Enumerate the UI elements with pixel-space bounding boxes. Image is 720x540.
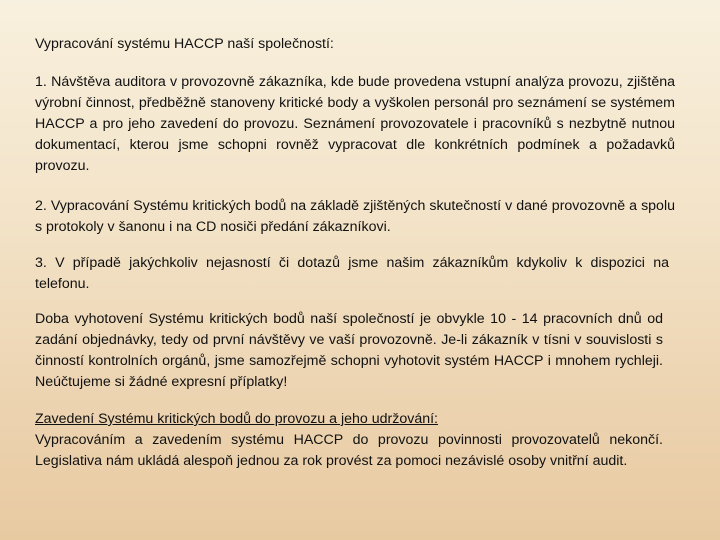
- paragraph-step-3: 3. V případě jakýchkoliv nejasností či dotazů jsme našim zákazníkům kdykoliv k dispozici na telefonu.: [35, 255, 669, 292]
- paragraph-step-1: 1. Návštěva auditora v provozovně zákazníka, kde bude provedena vstupní analýza provozu, zjištěna výrobní činnost, předběžně stanoveny kritické body a vyškolen personál pro seznámení se systémem HACCP a pro jeho zavedení do provozu. Seznámení provozovatele i pracovníků s nezbytně nutnou dokumentací, kterou jsme schopni rovněž vypracovat dle konkrétních podmínek a požadavků provozu.: [35, 74, 675, 174]
- section-implementation: [35, 409, 663, 472]
- paragraph-delivery-time: Doba vyhotovení Systému kritických bodů naší společností je obvykle 10 - 14 pracovních dnů od zadání objednávky, tedy od první návštěvy ve vaší provozovně. Je-li zákazník v tísni v souvislosti s činností kontrolních orgánů, jsme samozřejmě schopni vyhotovit systém HACCP i mnohem rychleji. Neúčtujeme si žádné expresní příplatky!: [35, 311, 663, 390]
- section-heading: Zavedení Systému kritických bodů do provozu a jeho udržování:: [35, 411, 438, 427]
- paragraph-step-2: 2. Vypracování Systému kritických bodů na základě zjištěných skutečností v dané provozovně a spolu s protokoly v šanonu i na CD nosiči předání zákazníkovi.: [35, 198, 675, 235]
- page-title: Vypracování systému HACCP naší společností:: [35, 36, 334, 52]
- section-text: Vypracováním a zavedením systému HACCP do provozu povinnosti provozovatelů nekončí. Legislativa nám ukládá alespoň jednou za rok provést za pomoci nezávislé osoby vnitřní audit.: [35, 432, 663, 469]
